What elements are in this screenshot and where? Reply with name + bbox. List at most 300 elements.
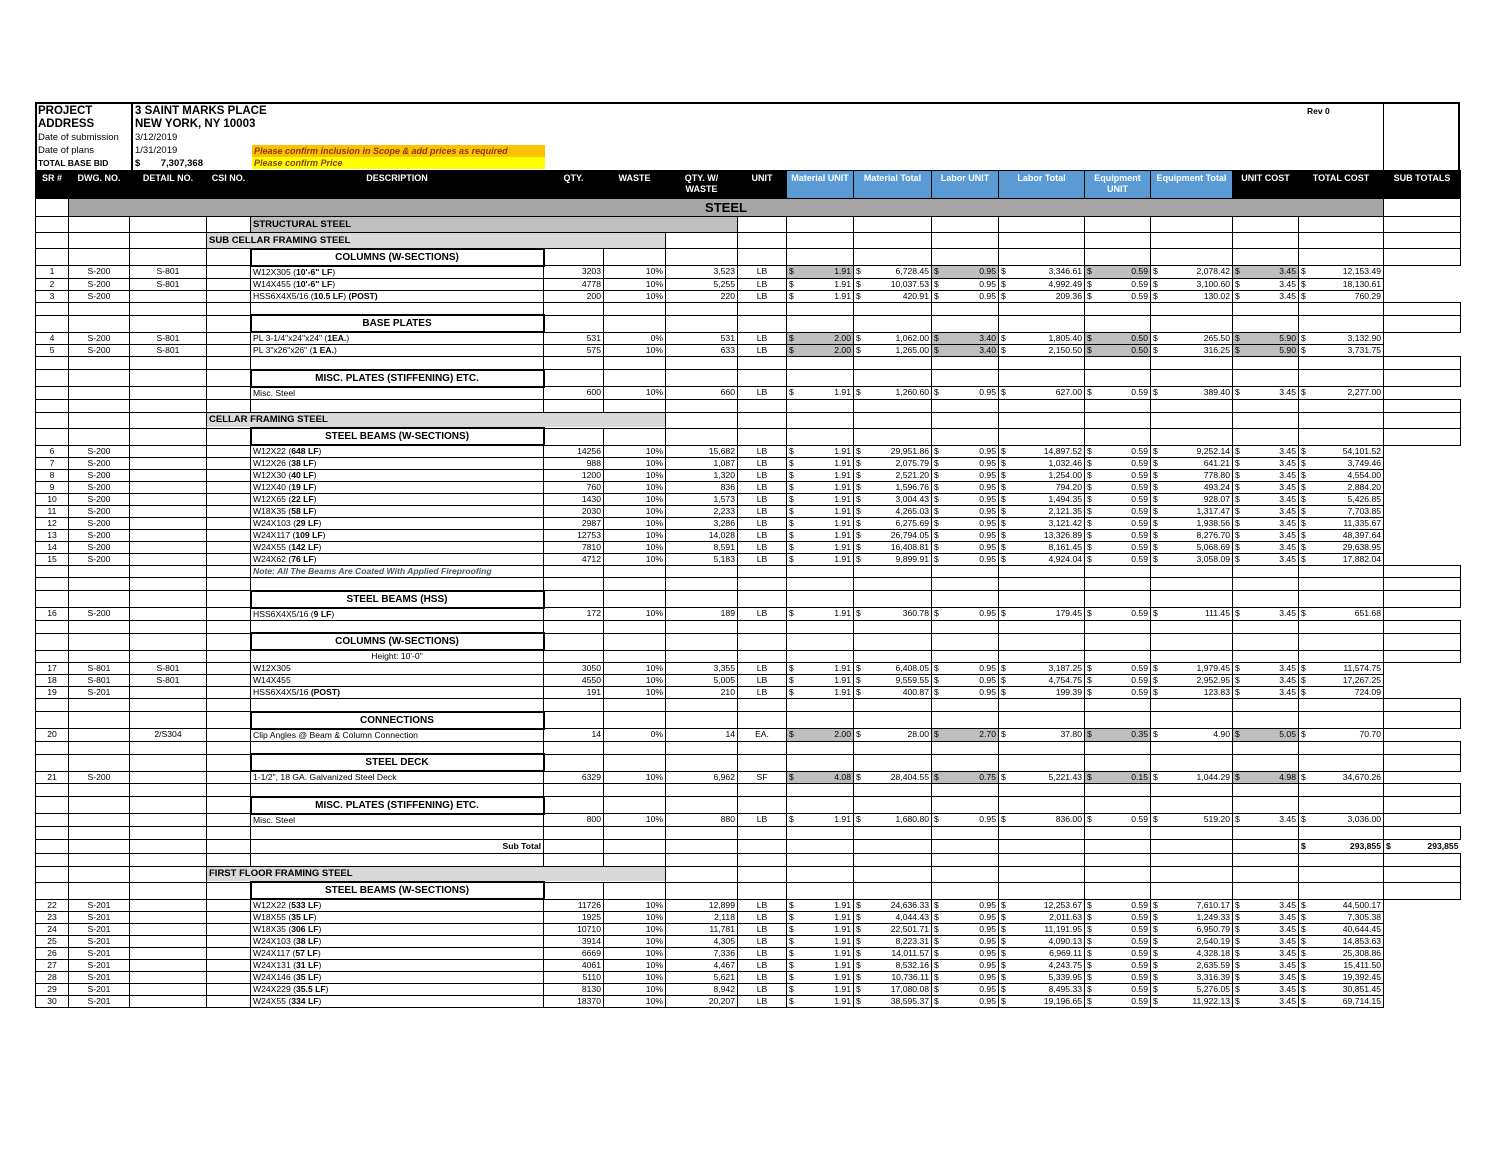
line-item-row: [36, 984, 1461, 996]
unit: LB: [738, 554, 787, 566]
equipment-unit-value: 0.59: [1131, 278, 1148, 289]
empty-cell: [1151, 370, 1233, 387]
currency-sign: $: [1001, 542, 1006, 552]
material-unit-value: 1.91: [834, 458, 851, 468]
line-item-row: [36, 542, 1461, 554]
sr-number: 2: [36, 278, 69, 290]
labor-total: [999, 948, 1085, 960]
labor-unit-value: 0.95: [979, 984, 996, 994]
empty-cell: [207, 315, 251, 332]
drawing-number: S-200: [69, 290, 130, 302]
currency-sign: $: [856, 996, 861, 1006]
detail-number: [130, 899, 207, 912]
unit-cost-value: 3.45: [1279, 506, 1296, 516]
drawing-number: [69, 729, 130, 742]
currency-sign: $: [934, 996, 939, 1006]
equipment-total-value: 493.24: [1203, 482, 1230, 492]
total-cost-value: 29,638.95: [1342, 542, 1381, 552]
total-cost: [1299, 266, 1384, 279]
empty-cell: [69, 754, 130, 771]
material-unit-value: 1.91: [834, 542, 851, 552]
currency-sign: $: [1301, 996, 1306, 1006]
empty-cell: [207, 357, 251, 370]
empty-cell: [787, 370, 854, 387]
material-unit-value: 1.91: [834, 278, 851, 289]
currency-sign: $: [1235, 675, 1240, 685]
empty-cell: [738, 370, 787, 387]
detail-number: [130, 948, 207, 960]
currency-sign: $: [856, 278, 861, 289]
equipment-unit: [1085, 518, 1151, 530]
equipment-total-value: 1,938.56: [1196, 518, 1230, 528]
equipment-unit-value: 0.59: [1131, 506, 1148, 516]
project-name: 3 SAINT MARKS PLACE: [135, 105, 267, 117]
material-unit-value: 4.08: [834, 771, 851, 782]
material-total-value: 16,408.81: [890, 542, 929, 552]
labor-unit-value: 0.95: [979, 960, 996, 970]
labor-total: [999, 608, 1085, 621]
empty-cell: [1151, 633, 1233, 650]
material-unit-value: 1.91: [834, 663, 851, 673]
labor-total-value: 5,221.43: [1048, 771, 1082, 782]
unit-cost-value: 3.45: [1279, 494, 1296, 504]
drawing-number: S-200: [69, 470, 130, 482]
material-total: [854, 912, 932, 924]
currency-sign: $: [1301, 729, 1306, 740]
quantity-with-waste: 3,286: [666, 518, 738, 530]
description-part: ): [313, 912, 317, 922]
group-title: BASE PLATES: [251, 315, 544, 332]
currency-sign: $: [1301, 912, 1306, 922]
material-unit-value: 1.91: [834, 482, 851, 492]
empty-cell: [604, 633, 666, 650]
currency-sign: $: [1153, 814, 1158, 825]
description-bold-part: 58 LF: [291, 506, 314, 516]
equipment-total-value: 2,952.95: [1196, 675, 1230, 685]
labor-unit-value: 0.95: [979, 936, 996, 946]
empty-cell: [854, 217, 932, 233]
waste-percent: 10%: [604, 482, 666, 494]
equipment-total-value: 928.07: [1203, 494, 1230, 504]
empty-cell: [932, 578, 999, 591]
currency-sign: $: [1301, 266, 1306, 277]
labor-total: [999, 332, 1085, 345]
empty-cell: [130, 217, 207, 233]
description: [251, 687, 544, 699]
empty-cell: [999, 412, 1085, 428]
blank-row: [36, 357, 1461, 370]
quantity-with-waste: 8,591: [666, 542, 738, 554]
empty-cell: [999, 839, 1085, 853]
total-cost: [1299, 960, 1384, 972]
material-unit: [787, 518, 854, 530]
currency-sign: $: [856, 984, 861, 994]
empty-cell: [1384, 199, 1461, 217]
unit-cost-value: 3.45: [1279, 663, 1296, 673]
labor-unit: [932, 687, 999, 699]
unit: LB: [738, 924, 787, 936]
equipment-unit-value: 0.59: [1131, 445, 1148, 456]
currency-sign: $: [856, 960, 861, 970]
equipment-unit-value: 0.59: [1131, 290, 1148, 301]
equipment-unit: [1085, 771, 1151, 784]
empty-cell: [604, 315, 666, 332]
empty-cell: [854, 370, 932, 387]
drawing-number: S-201: [69, 948, 130, 960]
waste-percent: 10%: [604, 470, 666, 482]
labor-total: [999, 899, 1085, 912]
empty-cell: [1299, 217, 1384, 233]
description-bold-part: 1EA.: [327, 333, 347, 343]
total-cost-value: 7,703.85: [1347, 506, 1381, 516]
unit-cost: [1233, 387, 1299, 400]
detail-number: [130, 470, 207, 482]
equipment-total-value: 9,252.14: [1196, 445, 1230, 456]
equipment-unit: [1085, 554, 1151, 566]
total-cost-value: 12,153.49: [1342, 266, 1381, 277]
empty-cell: [544, 826, 604, 839]
unit-cost: [1233, 687, 1299, 699]
unit: LB: [738, 542, 787, 554]
subsection-header-row: [36, 233, 1461, 249]
equipment-total-value: 1,044.29: [1196, 771, 1230, 782]
description: [251, 345, 544, 357]
line-item-row: [36, 554, 1461, 566]
empty-cell: [932, 633, 999, 650]
empty-cell: [130, 412, 207, 428]
unit-cost: [1233, 278, 1299, 290]
labor-unit-value: 0.95: [979, 972, 996, 982]
empty-cell: [604, 650, 666, 663]
currency-sign: $: [856, 936, 861, 946]
total-cost: [1299, 729, 1384, 742]
description: [251, 542, 544, 554]
group-header-row: [36, 249, 1461, 266]
empty-cell: [999, 315, 1085, 332]
currency-sign: $: [789, 266, 794, 277]
detail-number: [130, 960, 207, 972]
quantity: 200: [544, 290, 604, 302]
line-item-row: [36, 494, 1461, 506]
unit: LB: [738, 387, 787, 400]
empty-cell: [207, 620, 251, 633]
unit-cost-value: 3.45: [1279, 482, 1296, 492]
empty-cell: [666, 712, 738, 729]
empty-cell: [207, 675, 251, 687]
labor-total-value: 11,191.95: [1044, 924, 1082, 934]
currency-sign: $: [1153, 771, 1158, 782]
empty-cell: [932, 826, 999, 839]
currency-sign: $: [1153, 729, 1158, 740]
empty-cell: [738, 699, 787, 712]
group-header-row: [36, 428, 1461, 445]
empty-cell: [130, 797, 207, 814]
empty-cell: [36, 826, 69, 839]
empty-cell: [130, 741, 207, 754]
labor-total: [999, 494, 1085, 506]
empty-cell: [1384, 754, 1461, 771]
labor-unit-value: 0.95: [979, 290, 996, 301]
quantity: 2987: [544, 518, 604, 530]
empty-cell: [999, 754, 1085, 771]
material-unit: [787, 458, 854, 470]
total-cost: [1299, 506, 1384, 518]
empty-cell: [666, 233, 738, 249]
description: [251, 675, 544, 687]
empty-cell: [666, 741, 738, 754]
labor-unit-value: 0.95: [979, 518, 996, 528]
currency-sign: $: [856, 518, 861, 528]
waste-percent: 10%: [604, 948, 666, 960]
empty-cell: [1384, 217, 1461, 233]
empty-cell: [1233, 754, 1299, 771]
empty-cell: [1384, 428, 1461, 445]
empty-cell: [1085, 428, 1151, 445]
equipment-unit: [1085, 960, 1151, 972]
empty-cell: [1384, 518, 1461, 530]
empty-cell: [1384, 853, 1461, 866]
unit: LB: [738, 608, 787, 621]
blank-row: [36, 699, 1461, 712]
empty-cell: [854, 302, 932, 315]
empty-cell: [666, 633, 738, 650]
material-unit: [787, 608, 854, 621]
labor-unit-value: 0.95: [979, 266, 996, 277]
currency-sign: $: [1301, 899, 1306, 910]
currency-sign: $: [934, 387, 939, 398]
empty-cell: [666, 620, 738, 633]
material-total-value: 4,044.43: [895, 912, 929, 922]
unit-cost: [1233, 912, 1299, 924]
equipment-unit-value: 0.59: [1131, 972, 1148, 982]
quantity: 4712: [544, 554, 604, 566]
material-unit-value: 1.91: [834, 948, 851, 958]
material-total-value: 1,596.76: [895, 482, 929, 492]
drawing-number: S-200: [69, 266, 130, 279]
currency-sign: $: [1087, 996, 1092, 1006]
quantity: 3203: [544, 266, 604, 279]
description: [251, 663, 544, 675]
sr-number: 23: [36, 912, 69, 924]
equipment-unit-value: 0.59: [1131, 530, 1148, 540]
drawing-number: [69, 814, 130, 827]
labor-unit: [932, 972, 999, 984]
total-cost-value: 3,731.75: [1347, 345, 1381, 355]
empty-cell: [1384, 633, 1461, 650]
unit-cost-value: 3.45: [1279, 972, 1296, 982]
unit-cost-value: 3.45: [1279, 470, 1296, 480]
currency-sign: $: [1235, 899, 1240, 910]
total-cost-value: 3,036.00: [1347, 814, 1381, 825]
description-part: PL 3-1/4"x24"x24" (: [253, 333, 328, 343]
drawing-number: S-200: [69, 278, 130, 290]
description-part: ): [322, 530, 326, 540]
empty-cell: [1384, 924, 1461, 936]
material-total: [854, 506, 932, 518]
empty-cell: [932, 249, 999, 266]
empty-cell: [544, 853, 604, 866]
line-item-row: [36, 771, 1461, 784]
description-part: W12X22 (: [253, 446, 292, 456]
group-header-row: [36, 882, 1461, 899]
description-part: HSS6X4X5/16 (: [253, 290, 314, 301]
currency-sign: $: [1087, 542, 1092, 552]
labor-total: [999, 266, 1085, 279]
total-cost-value: 2,884.20: [1347, 482, 1381, 492]
currency-sign: $: [934, 482, 939, 492]
unit-cost-value: 3.45: [1279, 290, 1296, 301]
drawing-number: S-201: [69, 936, 130, 948]
currency-sign: $: [1153, 608, 1158, 619]
sr-number: 20: [36, 729, 69, 742]
unit-cost: [1233, 814, 1299, 827]
group-title: COLUMNS (W-SECTIONS): [251, 633, 544, 650]
drawing-number: S-200: [69, 771, 130, 784]
currency-sign: $: [1087, 663, 1092, 673]
equipment-unit-value: 0.35: [1131, 729, 1148, 740]
detail-number: [130, 984, 207, 996]
material-total: [854, 470, 932, 482]
line-item-row: [36, 996, 1461, 1008]
empty-cell: [207, 482, 251, 494]
empty-cell: [787, 650, 854, 663]
empty-cell: [36, 754, 69, 771]
currency-sign: $: [789, 924, 794, 934]
height-note: Height: 10'-0": [251, 650, 544, 663]
currency-sign: $: [1001, 608, 1006, 619]
currency-sign: $: [1235, 608, 1240, 619]
empty-cell: [36, 882, 69, 899]
description-bold-part: 38 LF: [296, 936, 319, 946]
submission-date: 3/12/2019: [135, 132, 178, 143]
empty-cell: [1085, 620, 1151, 633]
line-item-row: [36, 332, 1461, 345]
equipment-unit-value: 0.59: [1131, 996, 1148, 1006]
empty-cell: [1299, 578, 1384, 591]
material-unit: [787, 266, 854, 279]
material-unit-value: 1.91: [834, 608, 851, 619]
empty-cell: [1384, 960, 1461, 972]
material-unit: [787, 687, 854, 699]
total-cost-value: 25,308.86: [1342, 948, 1381, 958]
labor-total-value: 199.39: [1055, 687, 1082, 697]
unit: LB: [738, 290, 787, 302]
description-part: ): [325, 984, 329, 994]
material-total: [854, 984, 932, 996]
detail-number: [130, 458, 207, 470]
material-unit-value: 1.91: [834, 912, 851, 922]
material-total: [854, 729, 932, 742]
description-bold-part: 35 LF: [291, 912, 314, 922]
currency-sign: $: [789, 814, 794, 825]
empty-cell: [1299, 233, 1384, 249]
empty-cell: [932, 866, 999, 882]
empty-cell: [36, 217, 69, 233]
empty-cell: [251, 620, 544, 633]
labor-total-value: 8,495.33: [1048, 984, 1082, 994]
empty-cell: [207, 882, 251, 899]
material-unit: [787, 948, 854, 960]
empty-cell: [1299, 412, 1384, 428]
empty-cell: [854, 620, 932, 633]
empty-cell: [1384, 866, 1461, 882]
waste-percent: 10%: [604, 972, 666, 984]
equipment-unit: [1085, 687, 1151, 699]
material-total-value: 2,075.79: [895, 458, 929, 468]
drawing-number: S-801: [69, 663, 130, 675]
labor-total-value: 6,969.11: [1049, 948, 1082, 958]
currency-sign: $: [1235, 470, 1240, 480]
currency-sign: $: [1235, 332, 1240, 343]
empty-cell: [1299, 853, 1384, 866]
waste-percent: 10%: [604, 912, 666, 924]
quantity: 7810: [544, 542, 604, 554]
equipment-unit: [1085, 506, 1151, 518]
equipment-unit: [1085, 482, 1151, 494]
empty-cell: [36, 839, 69, 853]
currency-sign: $: [934, 608, 939, 619]
currency-sign: $: [1301, 687, 1306, 697]
total-cost-value: 11,574.75: [1343, 663, 1381, 673]
unit-cost: [1233, 482, 1299, 494]
labor-unit-value: 0.95: [979, 458, 996, 468]
currency-sign: $: [934, 494, 939, 504]
unit-cost: [1233, 506, 1299, 518]
total-cost: [1299, 608, 1384, 621]
empty-cell: [854, 249, 932, 266]
sr-number: 24: [36, 924, 69, 936]
total-cost-value: 17,267.25: [1342, 675, 1381, 685]
empty-cell: [1384, 357, 1461, 370]
labor-total-value: 4,090.13: [1048, 936, 1082, 946]
currency-sign: $: [1301, 506, 1306, 516]
line-item-row: [36, 687, 1461, 699]
labor-unit-value: 0.95: [979, 687, 996, 697]
equipment-total-value: 6,950.79: [1196, 924, 1230, 934]
labor-unit-value: 0.95: [979, 608, 996, 619]
material-unit-value: 1.91: [834, 266, 851, 277]
empty-cell: [666, 866, 738, 882]
material-unit-value: 1.91: [834, 899, 851, 910]
sr-number: 12: [36, 518, 69, 530]
line-item-row: [36, 278, 1461, 290]
labor-unit: [932, 518, 999, 530]
material-unit-value: 1.91: [834, 554, 851, 564]
sr-number: [36, 814, 69, 827]
empty-cell: [854, 699, 932, 712]
drawing-number: S-200: [69, 530, 130, 542]
unit-cost-value: 3.45: [1279, 387, 1296, 398]
unit-cost: [1233, 729, 1299, 742]
column-header-labor-unit: Labor UNIT: [932, 171, 999, 199]
currency-sign: $: [1001, 278, 1006, 289]
division-header-row: [36, 199, 1461, 217]
equipment-total-value: 4.90: [1213, 729, 1230, 740]
unit-cost-value: 3.45: [1279, 996, 1296, 1006]
labor-total-value: 3,346.61: [1048, 266, 1082, 277]
currency-sign: $: [934, 814, 939, 825]
empty-cell: [666, 428, 738, 445]
empty-cell: [854, 315, 932, 332]
material-total: [854, 518, 932, 530]
currency-sign: $: [1301, 936, 1306, 946]
total-cost-value: 2,277.00: [1347, 387, 1381, 398]
empty-cell: [36, 412, 69, 428]
quantity-with-waste: 14: [666, 729, 738, 742]
currency-sign: $: [1301, 494, 1306, 504]
unit-cost-value: 4.98: [1279, 771, 1296, 782]
empty-cell: [666, 591, 738, 608]
